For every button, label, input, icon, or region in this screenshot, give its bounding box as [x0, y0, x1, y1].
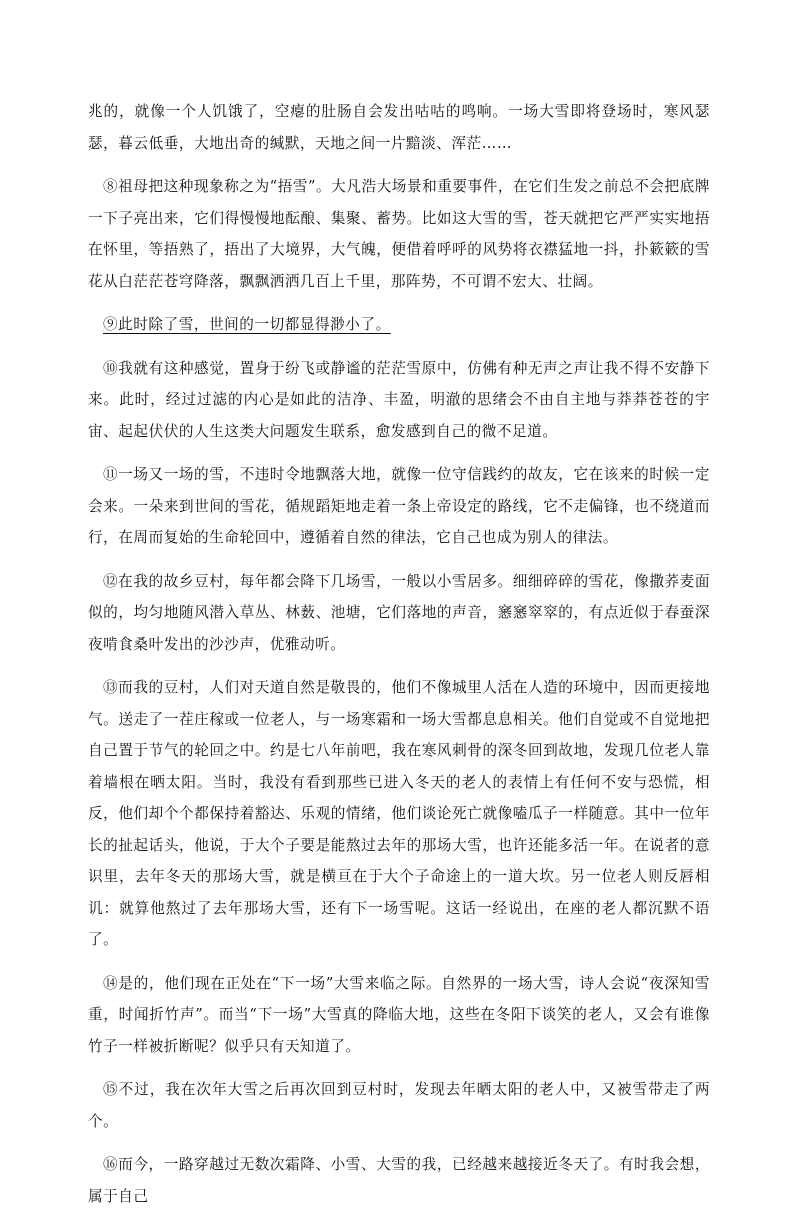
- paragraph-11: ⑪一场又一场的雪，不违时令地飘落大地，就像一位守信践约的故友，它在该来的时候一定会来。一朵来到世间的雪花，循规蹈矩地走着一条上帝设定的路线，它不走偏锋，也不绕道而行，在周而复始的生命轮回中，遵循着自然的律法，它自己也成为别人的律法。: [88, 466, 710, 546]
- paragraph-10: ⑩我就有这种感觉，置身于纷飞或静谧的茫茫雪原中，仿佛有种无声之声让我不得不安静下来。此时，经过过滤的内心是如此的洁净、丰盈，明澈的思绪会不由自主地与莽莽苍苍的宇宙、起起伏伏的人生这类大问题发生联系，愈发感到自己的微不足道。: [88, 359, 710, 440]
- paragraph-13: ⑬而我的豆村，人们对天道自然是敬畏的，他们不像城里人活在人造的环境中，因而更接地气。送走了一茬庄稼或一位老人，与一场寒霜和一场大雪都息息相关。他们自觉或不自觉地把自己置于节气的轮回之中。约是七八年前吧，我在寒风刺骨的深冬回到故地，发现几位老人靠着墙根在晒太阳。当时，我没有看到那些已进入冬天的老人的表情上有任何不安与恐慌，相反，他们却个个都保持着豁达、乐观的情绪，他们谈论死亡就像嗑瓜子一样随意。其中一位年长的扯起话头，他说，于大个子要是能熬过去年的那场大雪，也许还能多活一年。在说者的意识里，去年冬天的那场大雪，就是横亘在于大个子命途上的一道大坎。另一位老人则反唇相讥：就算他熬过了去年那场大雪，还有下一场雪呢。这话一经说出，在座的老人都沉默不语了。: [88, 679, 710, 948]
- paragraph-9-underlined-sentence: ⑨此时除了雪，世间的一切都显得渺小了。: [103, 316, 391, 333]
- paragraph-12: ⑫在我的故乡豆村，每年都会降下几场雪，一般以小雪居多。细细碎碎的雪花，像撒荞麦面似的，均匀地随风潜入草丛、林薮、池塘，它们落地的声音，窸窸窣窣的，有点近似于春蚕深夜啃食桑叶发出的沙沙声，优雅动听。: [88, 572, 710, 653]
- paragraph-14: ⑭是的，他们现在正处在“下一场”大雪来临之际。自然界的一场大雪，诗人会说“夜深知雪重，时闻折竹声”。而当“下一场”大雪真的降临大地，这些在冬阳下谈笑的老人，又会有谁像竹子一样被折断呢？似乎只有天知道了。: [88, 974, 710, 1055]
- paragraph-16-start: ⑯而今，一路穿越过无数次霜降、小雪、大雪的我，已经越来越接近冬天了。有时我会想，属于自己: [88, 1156, 710, 1205]
- paragraph-8: ⑧祖母把这种现象称之为“捂雪”。大凡浩大场景和重要事件，在它们生发之前总不会把底牌一下子亮出来，它们得慢慢地酝酿、集聚、蓄势。比如这大雪的雪，苍天就把它严严实实地捂在怀里，等捂熟了，捂出了大境界，大气魄，便借着呼呼的风势将衣襟猛地一抖，扑簌簌的雪花从白茫茫苍穹降落，飘飘洒洒几百上千里，那阵势，不可谓不宏大、壮阔。: [88, 178, 710, 290]
- paragraph-9: [88, 309, 710, 341]
- paragraph-15: ⑮不过，我在次年大雪之后再次回到豆村时，发现去年晒太阳的老人中，又被雪带走了两个。: [88, 1081, 710, 1130]
- paragraph-7-continuation: 兆的，就像一个人饥饿了，空瘪的肚肠自会发出咕咕的鸣响。一场大雪即将登场时，寒风瑟瑟，暮云低垂，大地出奇的缄默，天地之间一片黯淡、浑茫……: [88, 103, 710, 152]
